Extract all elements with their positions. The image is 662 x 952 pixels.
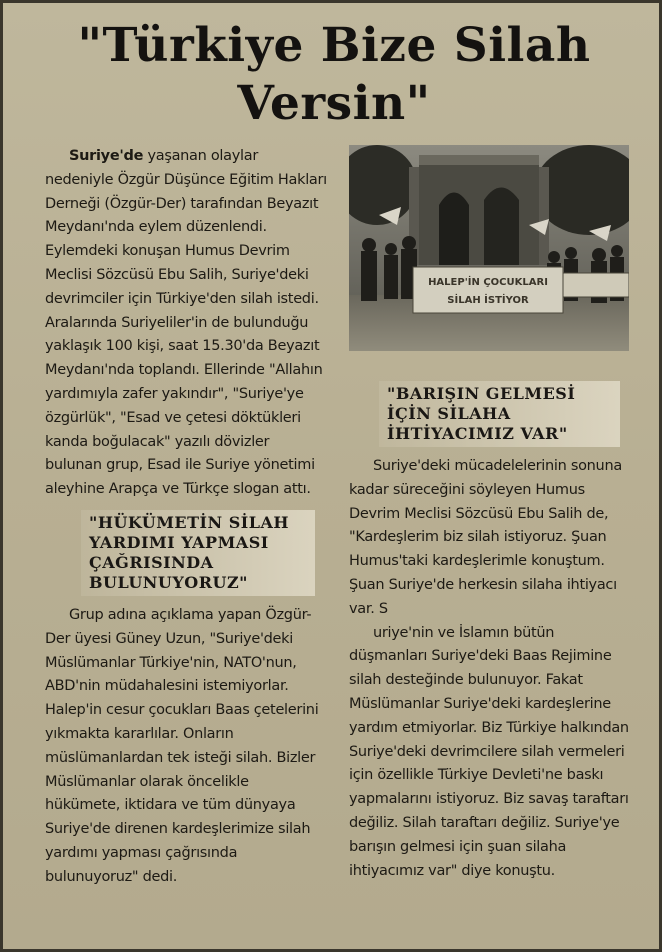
headline <box>23 17 645 133</box>
subhead-barisin: "BARIŞIN GELMESİ İÇİN SİLAHA İHTİYACIMIZ VAR" <box>379 381 620 447</box>
right-column <box>349 145 629 883</box>
paragraph-ebu-salih-continued: uriye'nin ve İslamın bütün düşmanları Suriye'deki Baas Rejimine silah desteğinde bulunuyor. Fakat Müslümanlar Suriye'deki kardeşlerine yardım etmiyorlar. Biz Türkiye halkından Suriye'deki devrimcilere silah vermeleri için özellikle Türkiye Devleti'ne baskı yapmalarını istiyoruz. Biz savaş taraftarı değiliz. Silah taraftarı değiliz. Suriye'ye barışın gelmesi için şuan silaha ihtiyacımız var" diye konuştu. <box>349 624 629 879</box>
subhead-hukumet: "HÜKÜMETİN SİLAH YARDIMI YAPMASI ÇAĞRISINDA BULUNUYORUZ" <box>81 510 315 596</box>
paragraph-intro-text: yaşanan olaylar nedeniyle Özgür Düşünce Eğitim Hakları Derneği (Özgür-Der) tarafından Beyazıt Meydanı'nda eylem düzenlendi. Eylemdeki konuşan Humus Devrim Meclisi Sözcüsü Ebu Salih, Suriye'deki devrimciler için Türkiye'den silah istedi. Aralarında Suriyeliler'in de bulunduğu yaklaşık 100 kişi, saat 15.30'da Beyazıt Meydanı'nda toplandı. Ellerinde "Allahın yardımıyla zafer yakındır", "Suriye'ye özgürlük", "Esad ve çetesi döktükleri kanda boğulacak" yazılı dövizler bulunan grup, Esad ile Suriye yönetimi aleyhine Arapça ve Türkçe slogan attı. <box>45 148 327 498</box>
protest-photo-graphic <box>349 145 629 351</box>
paragraph-ebu-salih: Suriye'deki mücadelelerinin sonuna kadar süreceğini söyleyen Humus Devrim Meclisi Sözcüsü Ebu Salih de, "Kardeşlerim biz silah istiyoruz. Şuan Humus'taki kardeşlerimle konuştum. Şuan Suriye'de herkesin silaha ihtiyacı var. S <box>349 458 622 617</box>
headline-line-1: "Türkiye Bize Silah <box>77 18 591 73</box>
headline-line-2: Versin" <box>237 76 431 131</box>
banner-text-2: SİLAH İSTİYOR <box>447 295 529 306</box>
banner-text-1: HALEP'İN ÇOCUKLARI <box>428 277 548 288</box>
lead-word: Suriye'de <box>69 148 144 164</box>
left-column <box>45 145 327 890</box>
paragraph-guney-uzun: Grup adına açıklama yapan Özgür-Der üyesi Güney Uzun, "Suriye'deki Müslümanlar Türkiye'nin, NATO'nun, ABD'nin müdahalesini istemiyorlar. Halep'in cesur çocukları Baas çetelerini yıkmakta kararlılar. Onların müslümanlardan tek isteği silah. Bizler Müslümanlar olarak öncelikle hükümete, iktidara ve tüm dünyaya Suriye'de direnen kardeşlerimize silah yardımı yapması çağrısında bulunuyoruz" dedi. <box>45 606 319 885</box>
paragraph-intro <box>45 145 327 502</box>
protest-photo <box>349 145 629 351</box>
